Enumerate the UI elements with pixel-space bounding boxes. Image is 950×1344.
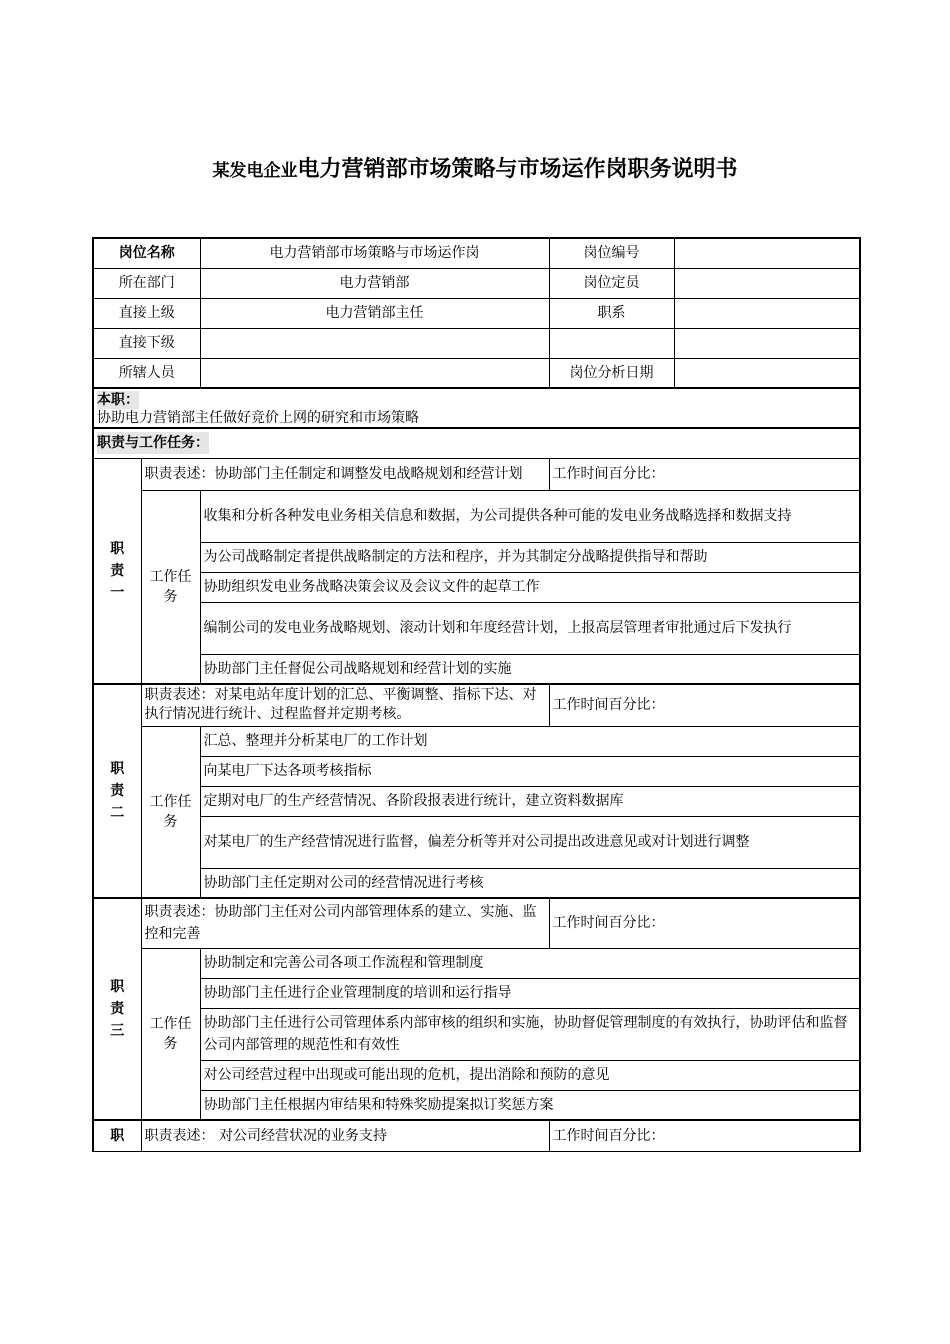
duty-2-task-3: 定期对电厂的生产经营情况、各阶段报表进行统计，建立资料数据库 <box>200 786 860 816</box>
duty-2-task-5: 协助部门主任定期对公司的经营情况进行考核 <box>200 868 860 898</box>
duty-2-desc: 职责表述：对某电站年度计划的汇总、平衡调整、指标下达、对执行情况进行统计、过程监督并定期考核。 <box>141 684 549 726</box>
duty-1-task-5: 协助部门主任督促公司战略规划和经营计划的实施 <box>200 654 860 684</box>
duty-3-task-2: 协助部门主任进行企业管理制度的培训和运行指导 <box>200 978 860 1008</box>
duty-4-name: 职 <box>93 1120 141 1151</box>
title-prefix: 某发电企业 <box>212 161 298 181</box>
duties-header-label: 职责与工作任务： <box>97 432 209 454</box>
duty-2-task-2: 向某电厂下达各项考核指标 <box>200 756 860 786</box>
duty-1-task-1: 收集和分析各种发电业务相关信息和数据，为公司提供各种可能的发电业务战略选择和数据支持 <box>200 490 860 542</box>
quota-label: 岗位定员 <box>549 268 674 298</box>
duty-summary-label: 本职： <box>97 392 139 408</box>
dept-value: 电力营销部 <box>200 268 549 298</box>
duty-1-task-3: 协助组织发电业务战略决策会议及会议文件的起草工作 <box>200 572 860 602</box>
duty-summary-text: 协助电力营销部主任做好竞价上网的研究和市场策略 <box>97 410 419 426</box>
duty-1-task-2: 为公司战略制定者提供战略制定的方法和程序，并为其制定分战略提供指导和帮助 <box>200 542 860 572</box>
dept-label: 所在部门 <box>93 268 200 298</box>
duty-1-work-task-label: 工作任务 <box>141 490 200 684</box>
duty-3-desc: 职责表述：协助部门主任对公司内部管理体系的建立、实施、监控和完善 <box>141 898 549 948</box>
duty-summary <box>93 388 860 428</box>
subordinate-label: 直接下级 <box>93 328 200 358</box>
duty-3-time-pct: 工作时间百分比： <box>549 898 860 948</box>
duty-2-task-1: 汇总、整理并分析某电厂的工作计划 <box>200 726 860 756</box>
superior-value: 电力营销部主任 <box>200 298 549 328</box>
duty-3-task-5: 协助部门主任根据内审结果和特殊奖励提案拟订奖惩方案 <box>200 1090 860 1120</box>
subordinate-extra-value <box>674 328 860 358</box>
duty-2-name: 职 责 二 <box>93 684 141 898</box>
duties-header <box>93 428 860 458</box>
post-no-label: 岗位编号 <box>549 238 674 268</box>
staff-label: 所辖人员 <box>93 358 200 388</box>
duty-1-name: 职 责 一 <box>93 458 141 684</box>
page-title <box>0 152 950 183</box>
post-name-label: 岗位名称 <box>93 238 200 268</box>
duty-1-time-pct: 工作时间百分比： <box>549 458 860 490</box>
duty-3-task-3: 协助部门主任进行公司管理体系内部审核的组织和实施，协助督促管理制度的有效执行，协助评估和监督公司内部管理的规范性和有效性 <box>200 1008 860 1060</box>
duty-2-work-task-label: 工作任务 <box>141 726 200 898</box>
duty-2-task-4: 对某电厂的生产经营情况进行监督，偏差分析等并对公司提出改进意见或对计划进行调整 <box>200 816 860 868</box>
job-description-table <box>92 237 861 1152</box>
subordinate-extra <box>549 328 674 358</box>
duty-4-desc: 职责表述： 对公司经营状况的业务支持 <box>141 1120 549 1151</box>
duty-3-task-4: 对公司经营过程中出现或可能出现的危机，提出消除和预防的意见 <box>200 1060 860 1090</box>
series-value <box>674 298 860 328</box>
staff-value <box>200 358 549 388</box>
superior-label: 直接上级 <box>93 298 200 328</box>
duty-2-time-pct: 工作时间百分比： <box>549 684 860 726</box>
duty-3-work-task-label: 工作任务 <box>141 948 200 1120</box>
duty-3-name: 职 责 三 <box>93 898 141 1120</box>
analysis-date-label: 岗位分析日期 <box>549 358 674 388</box>
duty-3-task-1: 协助制定和完善公司各项工作流程和管理制度 <box>200 948 860 978</box>
post-name-value: 电力营销部市场策略与市场运作岗 <box>200 238 549 268</box>
quota-value <box>674 268 860 298</box>
duty-4-time-pct: 工作时间百分比： <box>549 1120 860 1151</box>
post-no-value <box>674 238 860 268</box>
series-label: 职系 <box>549 298 674 328</box>
title-main: 电力营销部市场策略与市场运作岗职务说明书 <box>297 157 738 182</box>
subordinate-value <box>200 328 549 358</box>
analysis-date-value <box>674 358 860 388</box>
duty-1-task-4: 编制公司的发电业务战略规划、滚动计划和年度经营计划，上报高层管理者审批通过后下发执行 <box>200 602 860 654</box>
duty-1-desc: 职责表述：协助部门主任制定和调整发电战略规划和经营计划 <box>141 458 549 490</box>
